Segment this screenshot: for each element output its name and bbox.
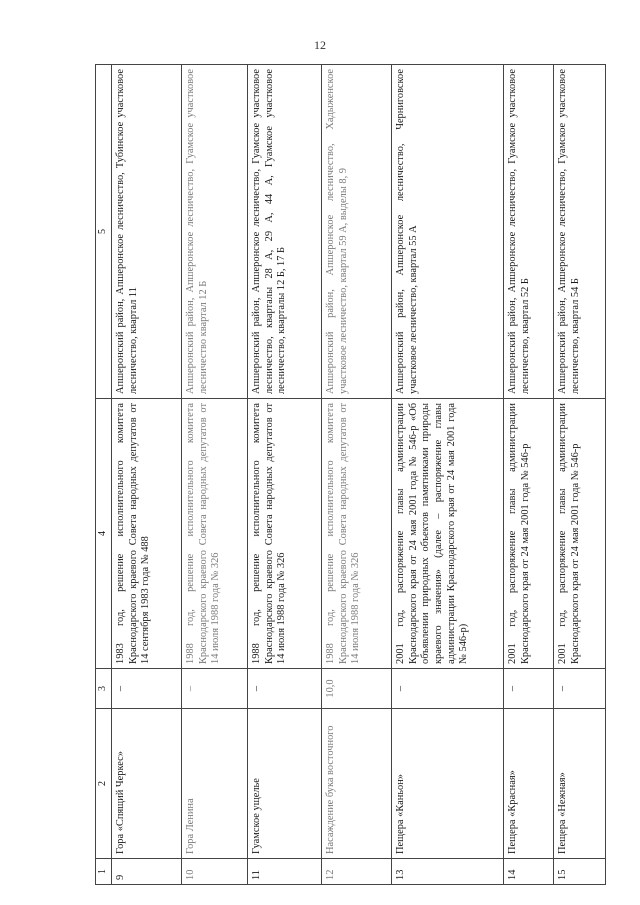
row-number: 15 — [554, 859, 606, 885]
object-area: – — [112, 669, 182, 709]
header-col-5: 5 — [96, 65, 112, 399]
object-area: – — [182, 669, 248, 709]
object-name: Пещера «Красная» — [504, 709, 554, 859]
object-name: Насаждение бука восточного — [322, 709, 392, 859]
header-col-2: 2 — [96, 709, 112, 859]
legal-basis: 1988 год, решение исполнительного комитета Краснодарского краевого Совета народных депутатов от 14 июля 1988 года № 326 — [182, 399, 248, 669]
object-location: Апшеронский район, Апшеронское лесничество, Гуамское участковое лесничество, квартал 52 Б — [504, 65, 554, 399]
object-area: – — [504, 669, 554, 709]
header-col-4: 4 — [96, 399, 112, 669]
row-number: 14 — [504, 859, 554, 885]
legal-basis: 2001 год, распоряжение главы администрации Краснодарского края от 24 мая 2001 года № 546-р — [554, 399, 606, 669]
object-location: Апшеронский район, Апшеронское лесничество, Хадыженское участковое лесничество, квартал 59 А, выделы 8, 9 — [322, 65, 392, 399]
object-area: – — [554, 669, 606, 709]
row-number: 13 — [392, 859, 504, 885]
row-number: 9 — [112, 859, 182, 885]
row-number: 12 — [322, 859, 392, 885]
object-name: Гуамское ущелье — [248, 709, 322, 859]
object-name: Гора «Спящий Черкес» — [112, 709, 182, 859]
table-row — [112, 65, 182, 885]
legal-basis: 1988 год, решение исполнительного комитета Краснодарского краевого Совета народных депутатов от 14 июля 1988 года № 326 — [322, 399, 392, 669]
row-number: 11 — [248, 859, 322, 885]
table-row — [182, 65, 248, 885]
object-name: Пещера «Каньон» — [392, 709, 504, 859]
object-location: Апшеронский район, Апшеронское лесничество, Гуамское участковое лесничество квартал 12 Б — [182, 65, 248, 399]
table-header-row — [96, 65, 112, 885]
table-row — [504, 65, 554, 885]
legal-basis: 1988 год, решение исполнительного комитета Краснодарского краевого Совета народных депутатов от 14 июля 1988 года № 326 — [248, 399, 322, 669]
object-area: 10,0 — [322, 669, 392, 709]
header-col-1: 1 — [96, 859, 112, 885]
object-name: Гора Ленина — [182, 709, 248, 859]
header-col-3: 3 — [96, 669, 112, 709]
row-number: 10 — [182, 859, 248, 885]
object-area: – — [248, 669, 322, 709]
table-row — [322, 65, 392, 885]
object-location: Апшеронский район, Апшеронское лесничество, Черниговское участковое лесничество, квартал 55 А — [392, 65, 504, 399]
object-location: Апшеронский район, Апшеронское лесничество, Тубинское участковое лесничество, квартал 11 — [112, 65, 182, 399]
table-row — [554, 65, 606, 885]
object-location: Апшеронский район, Апшеронское лесничество, Гуамское участковое лесничество, квартал 54 Б — [554, 65, 606, 399]
monuments-table — [95, 64, 606, 885]
legal-basis: 2001 год, распоряжение главы администрации Краснодарского края от 24 мая 2001 года № 546-р «Об объявлении природных объектов памятниками природы краевого значения» (далее – распоряжение главы администрации Краснодарского края от 24 мая 2001 года № 546-р) — [392, 399, 504, 669]
object-name: Пещера «Нежная» — [554, 709, 606, 859]
table-row — [248, 65, 322, 885]
object-location: Апшеронский район, Апшеронское лесничество, Гуамское участковое лесничество, кварталы 28 А, 29 А, 44 А, Гуамское участковое лесничество, кварталы 12 Б, 17 Б — [248, 65, 322, 399]
rotated-table-wrapper — [95, 65, 605, 885]
object-area: – — [392, 669, 504, 709]
legal-basis: 2001 год, распоряжение главы администрации Краснодарского края от 24 мая 2001 года № 546-р — [504, 399, 554, 669]
table-row — [392, 65, 504, 885]
page-number: 12 — [314, 38, 326, 52]
legal-basis: 1983 год, решение исполнительного комитета Краснодарского краевого Совета народных депутатов от 14 сентября 1983 года № 488 — [112, 399, 182, 669]
